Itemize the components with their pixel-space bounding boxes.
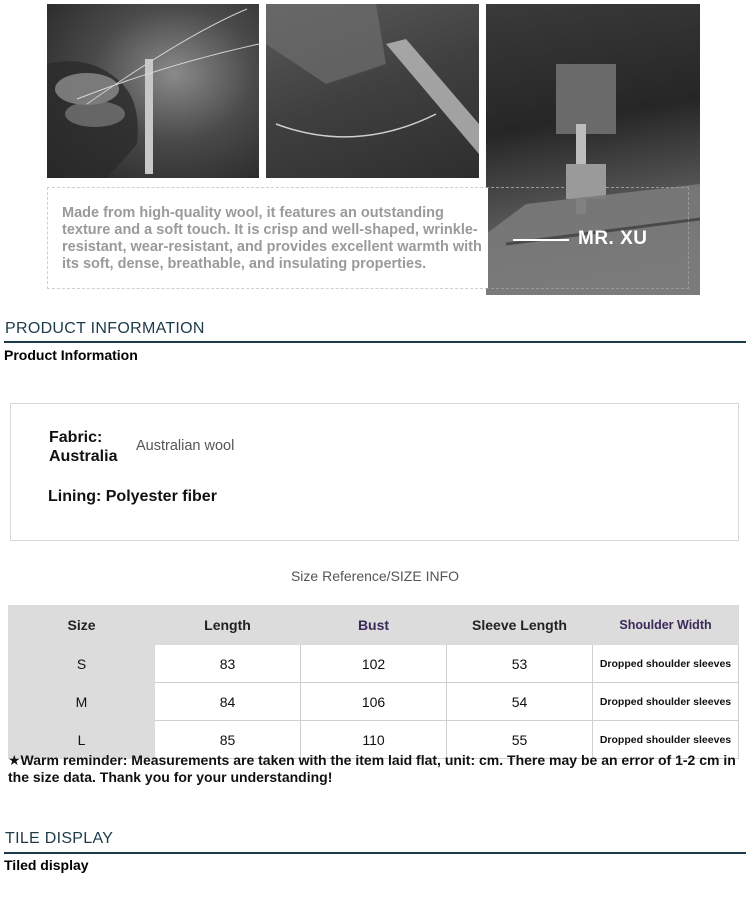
table-row: [9, 645, 739, 683]
size-reference-title: Size Reference/SIZE INFO: [290, 568, 460, 584]
size-cell: M: [9, 683, 155, 721]
shoulder-width-cell: Dropped shoulder sleeves: [593, 683, 739, 721]
product-info-heading: PRODUCT INFORMATION: [5, 320, 205, 337]
product-info-subheading: Product Information: [4, 347, 138, 363]
sleeve-length-cell: 53: [447, 645, 593, 683]
fabric-value: Australian wool: [136, 438, 235, 454]
bust-cell: 102: [301, 645, 447, 683]
header-shoulder-width: Shoulder Width: [593, 606, 739, 645]
size-cell: S: [9, 645, 155, 683]
description-box: [47, 187, 488, 289]
length-cell: 85: [155, 721, 301, 759]
size-table: [8, 605, 739, 759]
bust-cell: 106: [301, 683, 447, 721]
ruler-measuring-photo: [266, 4, 479, 178]
hero-banner: [0, 0, 750, 300]
sewing-hands-photo: [47, 4, 259, 178]
tile-display-subheading: Tiled display: [4, 857, 89, 873]
material-info-box: [10, 403, 739, 541]
header-bust: Bust: [301, 606, 447, 645]
header-sleeve-length: Sleeve Length: [447, 606, 593, 645]
brand-divider: [513, 239, 569, 241]
lining-info: Lining: Polyester fiber: [48, 488, 217, 505]
shoulder-width-cell: Dropped shoulder sleeves: [593, 645, 739, 683]
length-cell: 83: [155, 645, 301, 683]
description-text: Made from high-quality wool, it features an outstanding texture and a soft touch. It is crisp and well-shaped, wrinkle-resistant, wear-resistant, and provides excellent warmth with its soft, dense, breathable, and insulating properties.: [62, 205, 482, 272]
header-length: Length: [155, 606, 301, 645]
table-row: [9, 683, 739, 721]
header-size: Size: [9, 606, 155, 645]
product-info-rule: [4, 341, 746, 343]
size-table-header: [9, 606, 739, 645]
tile-display-heading: TILE DISPLAY: [5, 830, 114, 847]
sleeve-length-cell: 54: [447, 683, 593, 721]
tile-display-rule: [4, 852, 746, 854]
size-cell: L: [9, 721, 155, 759]
length-cell: 84: [155, 683, 301, 721]
fabric-label: Fabric: Australia: [49, 429, 118, 465]
measurement-reminder: ★Warm reminder: Measurements are taken with the item laid flat, unit: cm. There may be an error of 1-2 cm in the size data. Thank you for your understanding!: [8, 752, 736, 785]
shoulder-width-cell: Dropped shoulder sleeves: [593, 721, 739, 759]
brand-name: MR. XU: [578, 228, 648, 249]
bust-cell: 110: [301, 721, 447, 759]
sleeve-length-cell: 55: [447, 721, 593, 759]
